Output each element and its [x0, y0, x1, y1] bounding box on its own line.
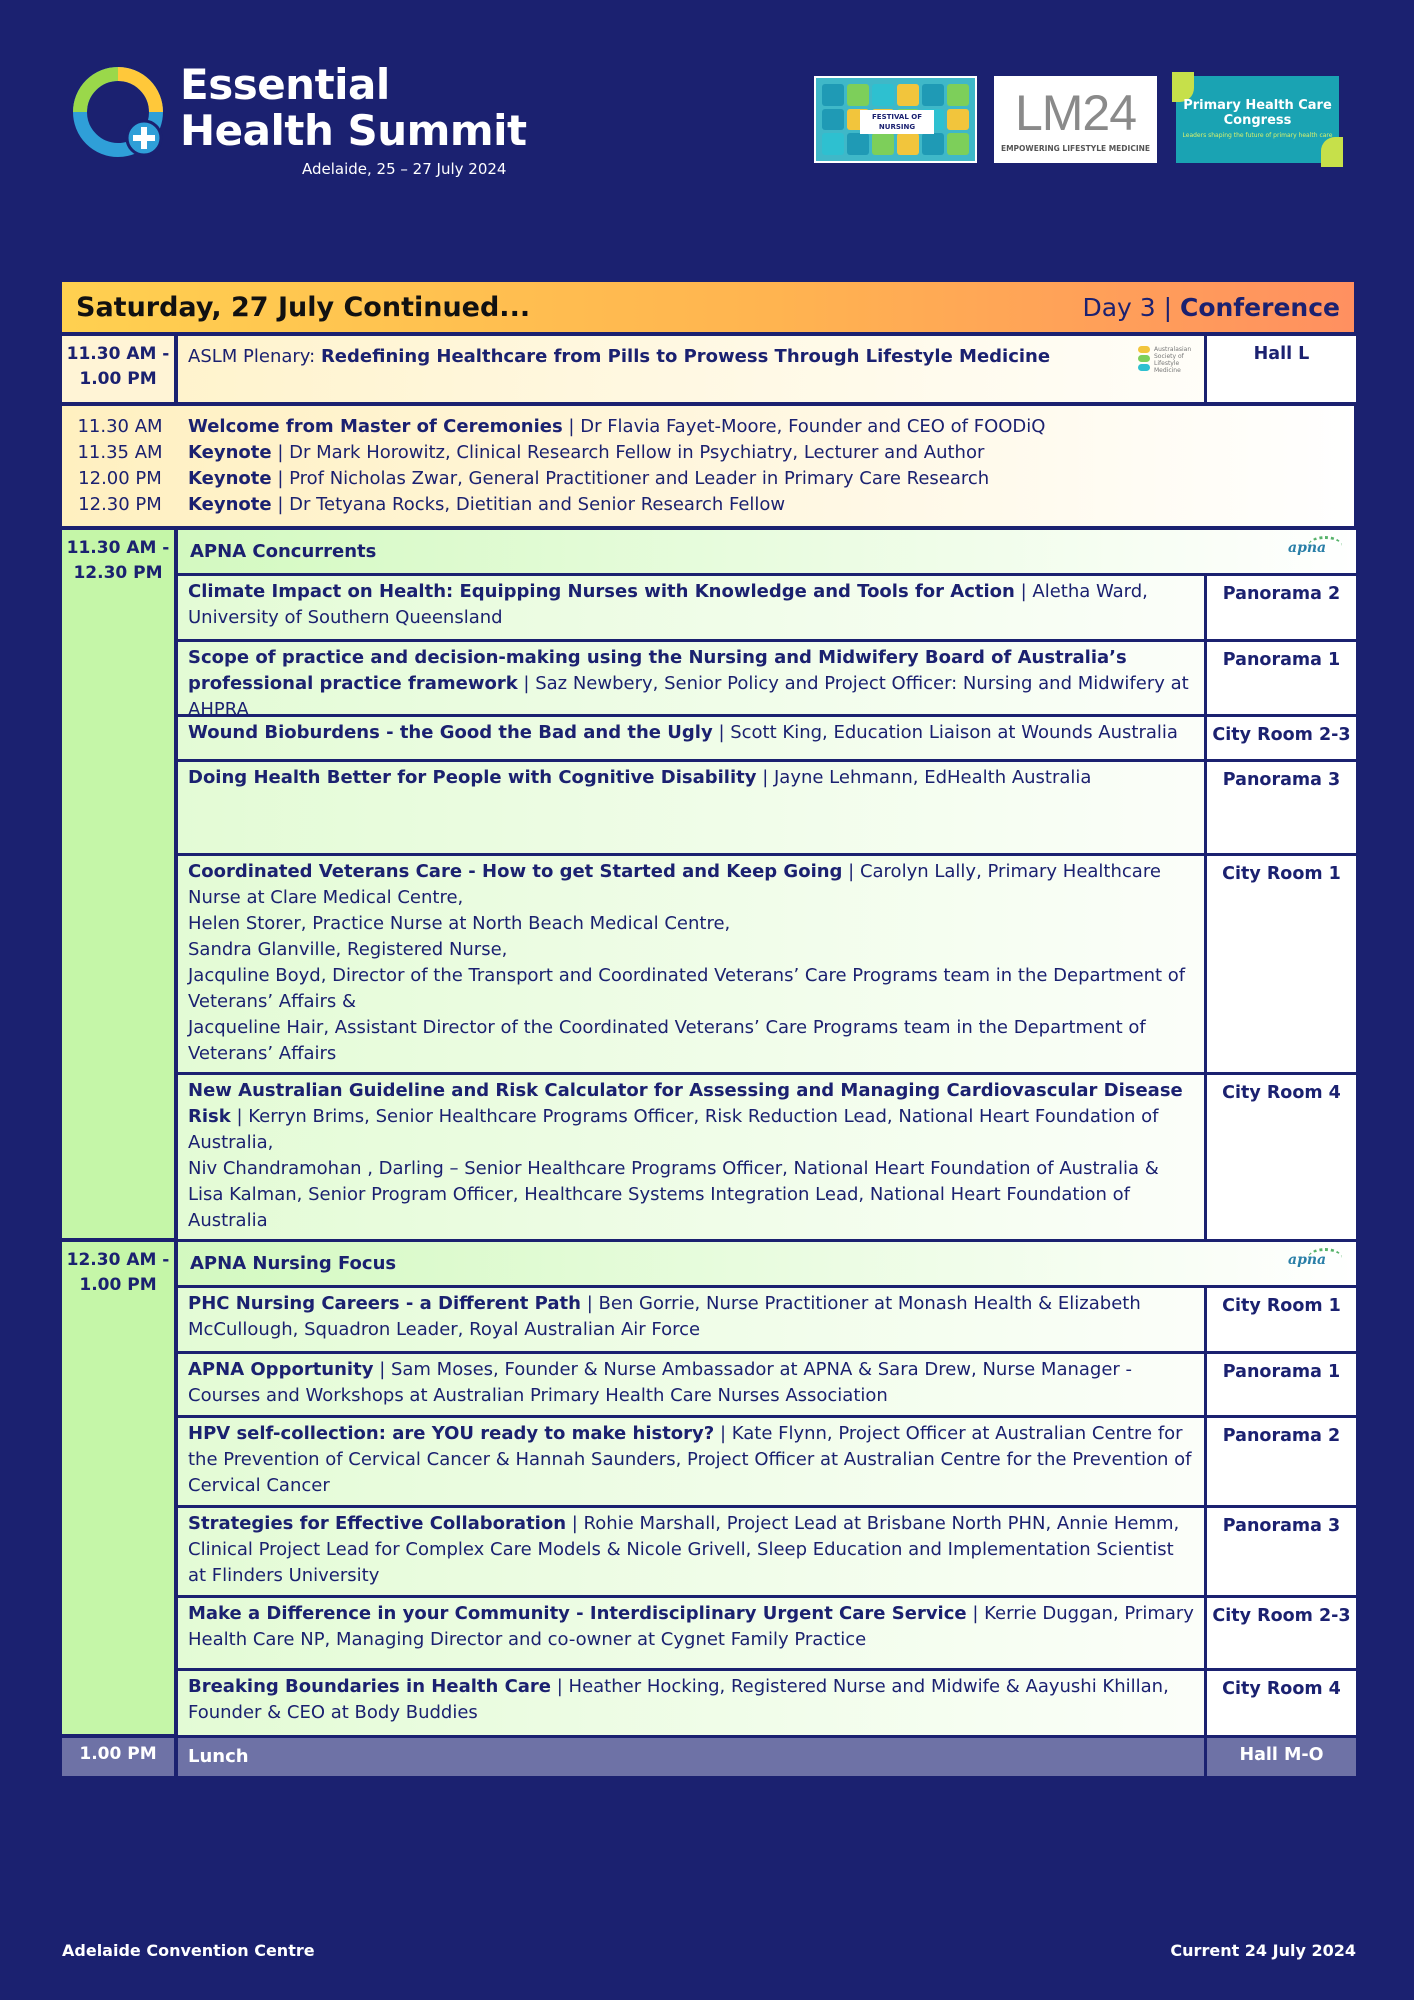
session-room: Panorama 3	[1204, 762, 1356, 853]
session-speaker-line: Niv Chandramohan , Darling – Senior Healthcare Programs Officer, National Heart Foundation of Australia & Lisa Kalman, Senior Program Officer, Healthcare Systems Integration Lead, National Heart Foundation of Australia	[188, 1158, 1159, 1231]
session-details	[178, 1418, 1204, 1505]
session-speaker-line: Helen Storer, Practice Nurse at North Beach Medical Centre,	[188, 913, 731, 934]
session-details	[178, 1354, 1204, 1415]
session-row	[178, 1288, 1356, 1354]
festival-label: FESTIVAL OF NURSING	[860, 110, 934, 134]
keynote-time: 12.30 PM	[78, 494, 162, 515]
aslm-logo-bar	[1138, 364, 1150, 371]
keynote-time: 12.00 PM	[78, 468, 162, 489]
session-speakers: | Heather Hocking, Registered Nurse and Midwife & Aayushi Khillan, Founder & CEO at Body Buddies	[188, 1676, 1169, 1723]
session-title: Make a Difference in your Community - Interdisciplinary Urgent Care Service	[188, 1603, 967, 1624]
phc-tagline: Leaders shaping the future of primary health care	[1182, 132, 1333, 139]
session-room: City Room 1	[1204, 1288, 1356, 1351]
session-speaker-line: Jacquline Boyd, Director of the Transport and Coordinated Veterans’ Care Programs team in the Department of Veterans’ Affairs &	[188, 965, 1186, 1012]
apna-concurrents-body	[178, 530, 1356, 1242]
session-speakers: | Rohie Marshall, Project Lead at Brisbane North PHN, Annie Hemm, Clinical Project Lead for Complex Care Models & Nicole Grivell, Sleep Education and Implementation Scientist at Flinders University	[188, 1513, 1180, 1586]
session-title: Coordinated Veterans Care - How to get Started and Keep Going	[188, 861, 843, 882]
session-speakers: | Jayne Lehmann, EdHealth Australia	[762, 767, 1092, 788]
session-title: Climate Impact on Health: Equipping Nurses with Knowledge and Tools for Action	[188, 581, 1015, 602]
apna-focus-heading	[178, 1242, 1356, 1288]
aslm-logo-text: Australasian Society of Lifestyle Medicine	[1154, 346, 1192, 374]
apna-logo: apna	[1284, 536, 1344, 568]
session-details	[178, 642, 1204, 720]
plenary-prefix: ASLM Plenary:	[188, 346, 316, 367]
session-title: APNA Opportunity	[188, 1359, 374, 1380]
session-details	[178, 762, 1204, 853]
keynote-time: 11.30 AM	[77, 416, 163, 437]
session-row	[178, 1354, 1356, 1418]
keynote-detail: | Dr Mark Horowitz, Clinical Research Fellow in Psychiatry, Lecturer and Author	[277, 442, 985, 463]
lm24-tagline: EMPOWERING LIFESTYLE MEDICINE	[1000, 144, 1151, 153]
session-title: PHC Nursing Careers - a Different Path	[188, 1293, 581, 1314]
apna-focus-body	[178, 1242, 1356, 1738]
title-line-1: Essential	[180, 60, 390, 109]
summit-title	[180, 62, 527, 154]
session-speakers: | Aletha Ward, University of Southern Queensland	[188, 581, 1148, 628]
keynote-row	[60, 406, 1356, 530]
session-room: City Room 2-3	[1204, 717, 1356, 759]
session-details	[178, 1288, 1204, 1351]
keynote-item	[188, 466, 1344, 492]
session-room: Panorama 3	[1204, 1508, 1356, 1595]
session-row	[178, 717, 1356, 762]
title-line-2: Health Summit	[180, 106, 527, 155]
summit-subtitle: Adelaide, 25 – 27 July 2024	[302, 160, 507, 178]
summit-brand	[70, 62, 540, 182]
session-title: New Australian Guideline and Risk Calculator for Assessing and Managing Cardiovascular Disease Risk	[188, 1080, 1183, 1127]
lunch-row	[60, 1738, 1356, 1776]
session-row	[178, 576, 1356, 642]
keynote-detail: | Dr Tetyana Rocks, Dietitian and Senior Research Fellow	[277, 494, 786, 515]
apna-focus-time: 12.30 AM - 1.00 PM	[62, 1242, 178, 1738]
apna-focus-sessions	[178, 1288, 1356, 1738]
day-type: Conference	[1179, 292, 1340, 322]
aslm-logo	[1136, 342, 1198, 380]
apna-concurrents-heading	[178, 530, 1356, 576]
plenary-row	[60, 334, 1356, 406]
summit-logo-icon	[70, 64, 170, 164]
session-speakers: | Carolyn Lally, Primary Healthcare Nurse at Clare Medical Centre,	[188, 861, 1161, 908]
session-details	[178, 1075, 1204, 1239]
session-row	[178, 856, 1356, 1075]
footer-date: Current 24 July 2024	[1170, 1941, 1356, 1960]
session-details	[178, 717, 1204, 759]
plenary-room: Hall L	[1204, 336, 1356, 402]
session-room: Panorama 2	[1204, 1418, 1356, 1505]
session-speakers: | Saz Newbery, Senior Policy and Project Officer: Nursing and Midwifery at AHPRA	[188, 673, 1189, 720]
phc-corner-shape	[1321, 137, 1343, 167]
session-room: City Room 1	[1204, 856, 1356, 1072]
session-title: Strategies for Effective Collaboration	[188, 1513, 567, 1534]
lunch-time: 1.00 PM	[62, 1738, 178, 1776]
session-row	[178, 1418, 1356, 1508]
session-title: Breaking Boundaries in Health Care	[188, 1676, 552, 1697]
section-title: APNA Concurrents	[190, 541, 377, 562]
apna-logo: apna	[1284, 1248, 1344, 1280]
apna-concurrents-block	[60, 530, 1356, 1242]
session-speakers: | Kerrie Duggan, Primary Health Care NP, Managing Director and co-owner at Cygnet Family Practice	[188, 1603, 1194, 1650]
session-title: Doing Health Better for People with Cognitive Disability	[188, 767, 757, 788]
keynote-items	[178, 406, 1354, 526]
session-room: City Room 4	[1204, 1671, 1356, 1735]
session-speaker-line: Jacqueline Hair, Assistant Director of the Coordinated Veterans’ Care Programs team in the Department of Veterans’ Affairs	[188, 1017, 1146, 1064]
keynote-item	[188, 440, 1344, 466]
festival-of-nursing-logo	[814, 76, 977, 163]
session-details	[178, 856, 1204, 1072]
keynote-times	[62, 406, 178, 526]
session-row	[178, 642, 1356, 720]
session-title: HPV self-collection: are YOU ready to make history?	[188, 1423, 715, 1444]
keynote-label: Keynote	[188, 442, 272, 463]
session-room: City Room 2-3	[1204, 1598, 1356, 1668]
session-room: Panorama 1	[1204, 642, 1356, 714]
session-speakers: | Ben Gorrie, Nurse Practitioner at Monash Health & Elizabeth McCullough, Squadron Leader, Royal Australian Air Force	[188, 1293, 1141, 1340]
session-speaker-line: Sandra Glanville, Registered Nurse,	[188, 939, 508, 960]
keynote-item	[188, 492, 1344, 518]
aslm-logo-bar	[1138, 346, 1150, 353]
session-speakers: | Scott King, Education Liaison at Wounds Australia	[718, 722, 1178, 743]
keynote-label: Keynote	[188, 468, 272, 489]
keynote-label: Keynote	[188, 494, 272, 515]
plenary-time: 11.30 AM - 1.00 PM	[62, 336, 178, 402]
session-row	[178, 1508, 1356, 1598]
apna-concurrents-time: 11.30 AM - 12.30 PM	[62, 530, 178, 1242]
session-row	[178, 1671, 1356, 1738]
session-speakers: | Kerryn Brims, Senior Healthcare Programs Officer, Risk Reduction Lead, National Heart Foundation of Australia,	[188, 1106, 1159, 1153]
session-details	[178, 576, 1204, 639]
lm24-mark: LM24	[1014, 85, 1137, 141]
keynote-detail: | Prof Nicholas Zwar, General Practitioner and Leader in Primary Care Research	[277, 468, 990, 489]
keynote-label: Welcome from Master of Ceremonies	[188, 416, 563, 437]
session-title: Scope of practice and decision-making using the Nursing and Midwifery Board of Australia’s professional practice framework	[188, 647, 1127, 694]
aslm-logo-bar	[1138, 355, 1150, 362]
session-details	[178, 1598, 1204, 1668]
section-title: APNA Nursing Focus	[190, 1253, 397, 1274]
lunch-room: Hall M-O	[1204, 1738, 1356, 1776]
footer-venue: Adelaide Convention Centre	[62, 1941, 315, 1960]
phc-congress-logo	[1176, 76, 1339, 163]
session-speakers: | Kate Flynn, Project Officer at Australian Centre for the Prevention of Cervical Cancer & Hannah Saunders, Project Officer at Australian Centre for the Prevention of Cervical Cancer	[188, 1423, 1192, 1496]
session-row	[178, 1598, 1356, 1671]
session-row	[178, 762, 1356, 856]
keynote-item	[188, 414, 1344, 440]
session-room: Panorama 1	[1204, 1354, 1356, 1415]
day-label	[1082, 293, 1340, 322]
session-room: City Room 4	[1204, 1075, 1356, 1239]
session-room: Panorama 2	[1204, 576, 1356, 639]
day-number: Day 3 |	[1082, 292, 1173, 322]
schedule-table	[60, 280, 1356, 1776]
session-row	[178, 1075, 1356, 1242]
phc-title: Primary Health Care Congress	[1183, 98, 1332, 128]
day-header	[60, 280, 1356, 334]
plenary-title-cell	[178, 336, 1204, 402]
session-details	[178, 1671, 1204, 1735]
session-title: Wound Bioburdens - the Good the Bad and the Ugly	[188, 722, 713, 743]
day-title: Saturday, 27 July Continued...	[76, 291, 531, 323]
lunch-label: Lunch	[188, 1746, 249, 1767]
apna-focus-block	[60, 1242, 1356, 1738]
apna-concurrents-sessions	[178, 576, 1356, 1242]
lm24-logo	[994, 76, 1157, 163]
session-speakers: | Sam Moses, Founder & Nurse Ambassador at APNA & Sara Drew, Nurse Manager - Courses and Workshops at Australian Primary Health Care Nurses Association	[188, 1359, 1133, 1406]
keynote-detail: | Dr Flavia Fayet-Moore, Founder and CEO of FOODiQ	[568, 416, 1046, 437]
session-details	[178, 1508, 1204, 1595]
keynote-time: 11.35 AM	[77, 442, 163, 463]
plenary-title: Redefining Healthcare from Pills to Prowess Through Lifestyle Medicine	[320, 346, 1051, 367]
